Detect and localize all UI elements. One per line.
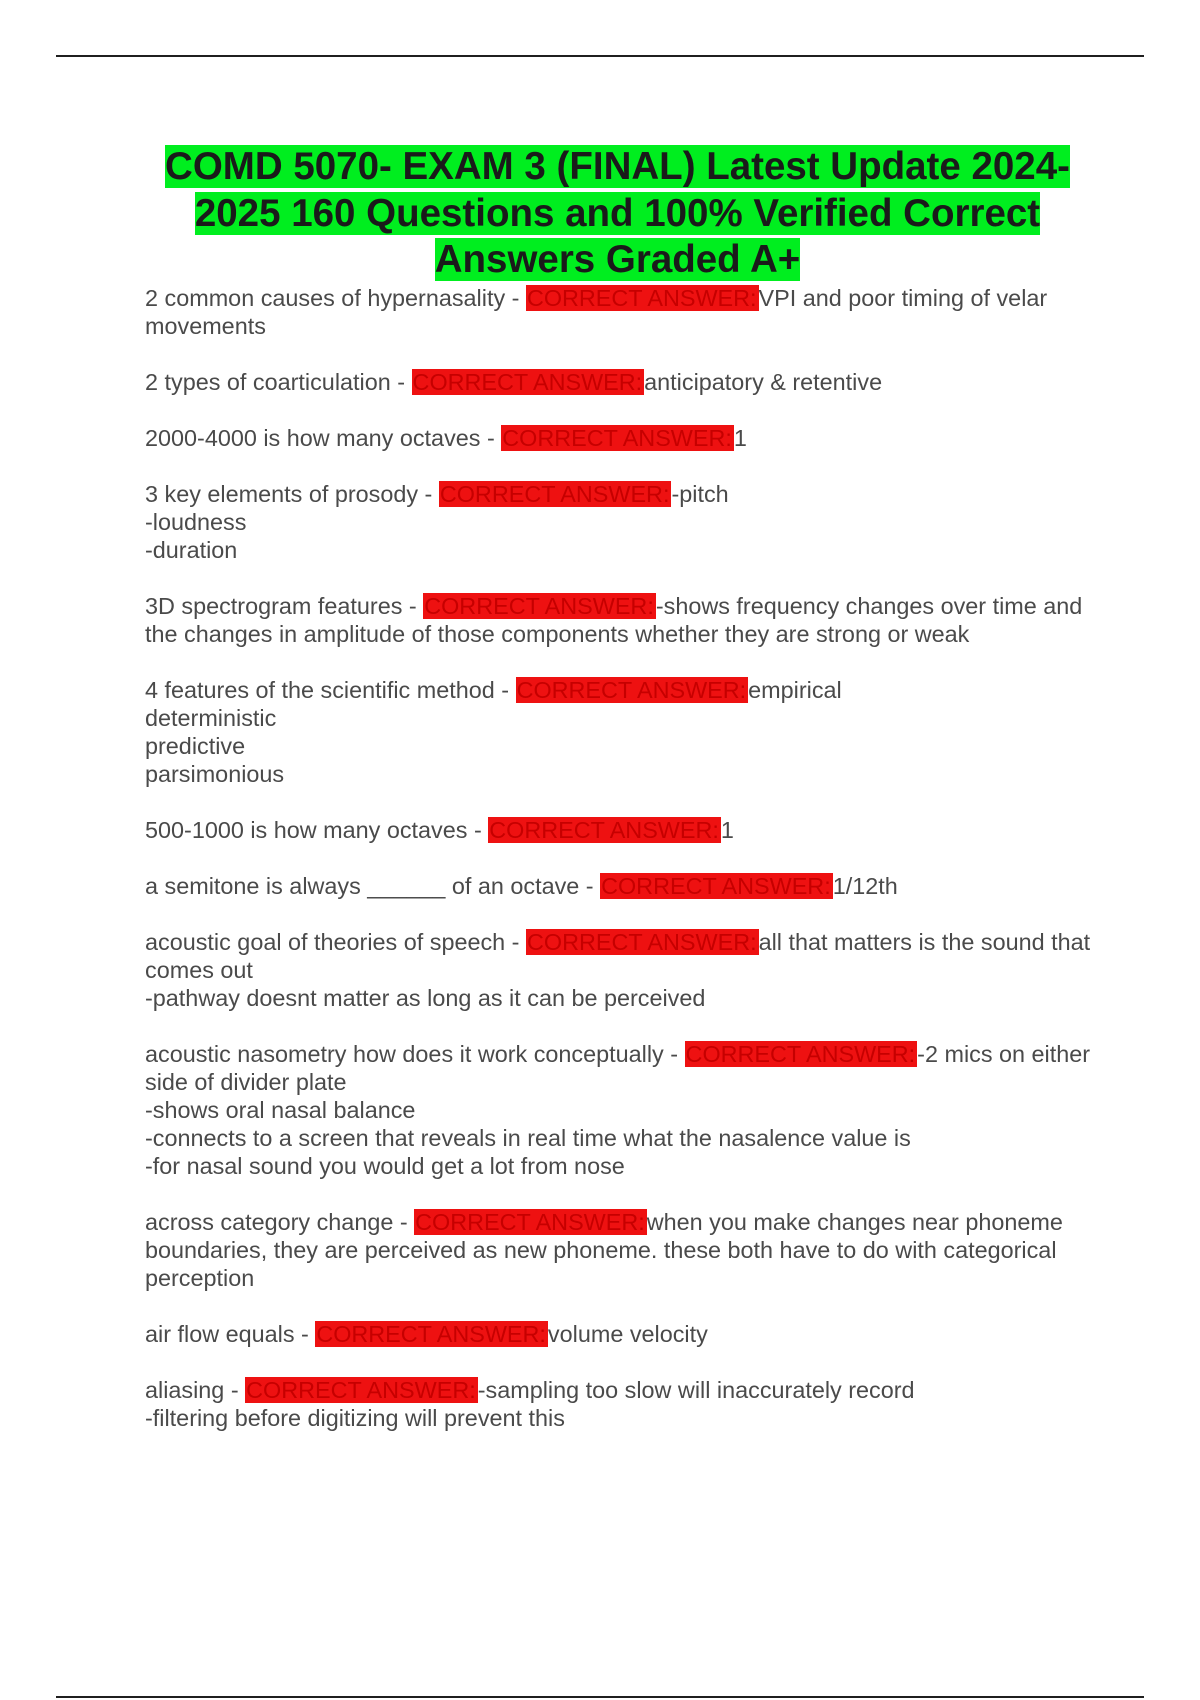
separator: - xyxy=(480,425,502,451)
qa-entry xyxy=(145,1376,1095,1432)
answer-text: -sampling too slow will inaccurately record -filtering before digitizing will prevent this xyxy=(145,1377,915,1431)
footer-rule xyxy=(56,1696,1144,1698)
qa-entry xyxy=(145,872,1095,900)
question-text: 4 features of the scientific method xyxy=(145,677,495,703)
answer-text: -shows frequency changes over time and the changes in amplitude of those components whether they are strong or weak xyxy=(145,593,1083,647)
separator: - xyxy=(494,677,516,703)
correct-answer-tag: CORRECT ANSWER: xyxy=(685,1041,916,1067)
question-text: 3D spectrogram features xyxy=(145,593,403,619)
correct-answer-tag: CORRECT ANSWER: xyxy=(412,369,643,395)
header-rule xyxy=(56,55,1144,57)
question-text: 2 common causes of hypernasality xyxy=(145,285,506,311)
question-text: 2000-4000 is how many octaves xyxy=(145,425,481,451)
correct-answer-tag: CORRECT ANSWER: xyxy=(526,285,757,311)
answer-text: volume velocity xyxy=(547,1321,708,1347)
answer-text: 1 xyxy=(733,425,747,451)
qa-entry xyxy=(145,480,1095,564)
correct-answer-tag: CORRECT ANSWER: xyxy=(316,1321,546,1347)
answer-text: anticipatory & retentive xyxy=(644,369,883,395)
correct-answer-tag: CORRECT ANSWER: xyxy=(489,817,719,843)
question-text: 500-1000 is how many octaves xyxy=(145,817,468,843)
separator: - xyxy=(393,1209,415,1235)
qa-entry xyxy=(145,928,1095,1012)
question-text: a semitone is always ______ of an octave xyxy=(145,873,580,899)
correct-answer-tag: CORRECT ANSWER: xyxy=(415,1209,645,1235)
separator: - xyxy=(224,1377,246,1403)
qa-entry xyxy=(145,592,1095,648)
answer-text: 1 xyxy=(720,817,734,843)
qa-list xyxy=(145,284,1095,1460)
correct-answer-tag: CORRECT ANSWER: xyxy=(526,929,757,955)
qa-entry xyxy=(145,816,1095,844)
separator: - xyxy=(402,593,424,619)
separator: - xyxy=(663,1041,685,1067)
qa-entry xyxy=(145,676,1095,788)
qa-entry xyxy=(145,424,1095,452)
separator: - xyxy=(505,929,526,955)
document-title: COMD 5070- EXAM 3 (FINAL) Latest Update 2024-2025 160 Questions and 100% Verified Correct Answers Graded A+ xyxy=(165,145,1070,281)
qa-entry xyxy=(145,284,1095,340)
answer-text: -pitch -loudness -duration xyxy=(145,481,729,563)
separator: - xyxy=(390,369,412,395)
separator: - xyxy=(294,1321,316,1347)
correct-answer-tag: CORRECT ANSWER: xyxy=(424,593,654,619)
qa-entry xyxy=(145,1208,1095,1292)
correct-answer-tag: CORRECT ANSWER: xyxy=(516,677,747,703)
correct-answer-tag: CORRECT ANSWER: xyxy=(439,481,670,507)
question-text: aliasing xyxy=(145,1377,225,1403)
separator: - xyxy=(505,285,526,311)
correct-answer-tag: CORRECT ANSWER: xyxy=(601,873,831,899)
answer-text: when you make changes near phoneme boundaries, they are perceived as new phoneme. these both have to do with categorical perception xyxy=(145,1209,1063,1291)
answer-text: 1/12th xyxy=(832,873,898,899)
answer-text: empirical deterministic predictive parsimonious xyxy=(145,677,842,787)
question-text: air flow equals xyxy=(145,1321,295,1347)
answer-text: all that matters is the sound that comes out -pathway doesnt matter as long as it can be perceived xyxy=(145,929,1091,1011)
correct-answer-tag: CORRECT ANSWER: xyxy=(246,1377,476,1403)
separator: - xyxy=(418,481,439,507)
correct-answer-tag: CORRECT ANSWER: xyxy=(502,425,732,451)
question-text: acoustic nasometry how does it work conceptually xyxy=(145,1041,664,1067)
separator: - xyxy=(579,873,601,899)
separator: - xyxy=(467,817,489,843)
qa-entry xyxy=(145,1320,1095,1348)
question-text: 3 key elements of prosody xyxy=(145,481,419,507)
question-text: 2 types of coarticulation xyxy=(145,369,391,395)
question-text: across category change xyxy=(145,1209,394,1235)
answer-text: -2 mics on either side of divider plate -shows oral nasal balance -connects to a screen that reveals in real time what the nasalence value is -for nasal sound you would get a lot from nose xyxy=(145,1041,1091,1179)
qa-entry xyxy=(145,368,1095,396)
answer-text: VPI and poor timing of velar movements xyxy=(145,285,1048,339)
question-text: acoustic goal of theories of speech xyxy=(145,929,506,955)
qa-entry xyxy=(145,1040,1095,1180)
